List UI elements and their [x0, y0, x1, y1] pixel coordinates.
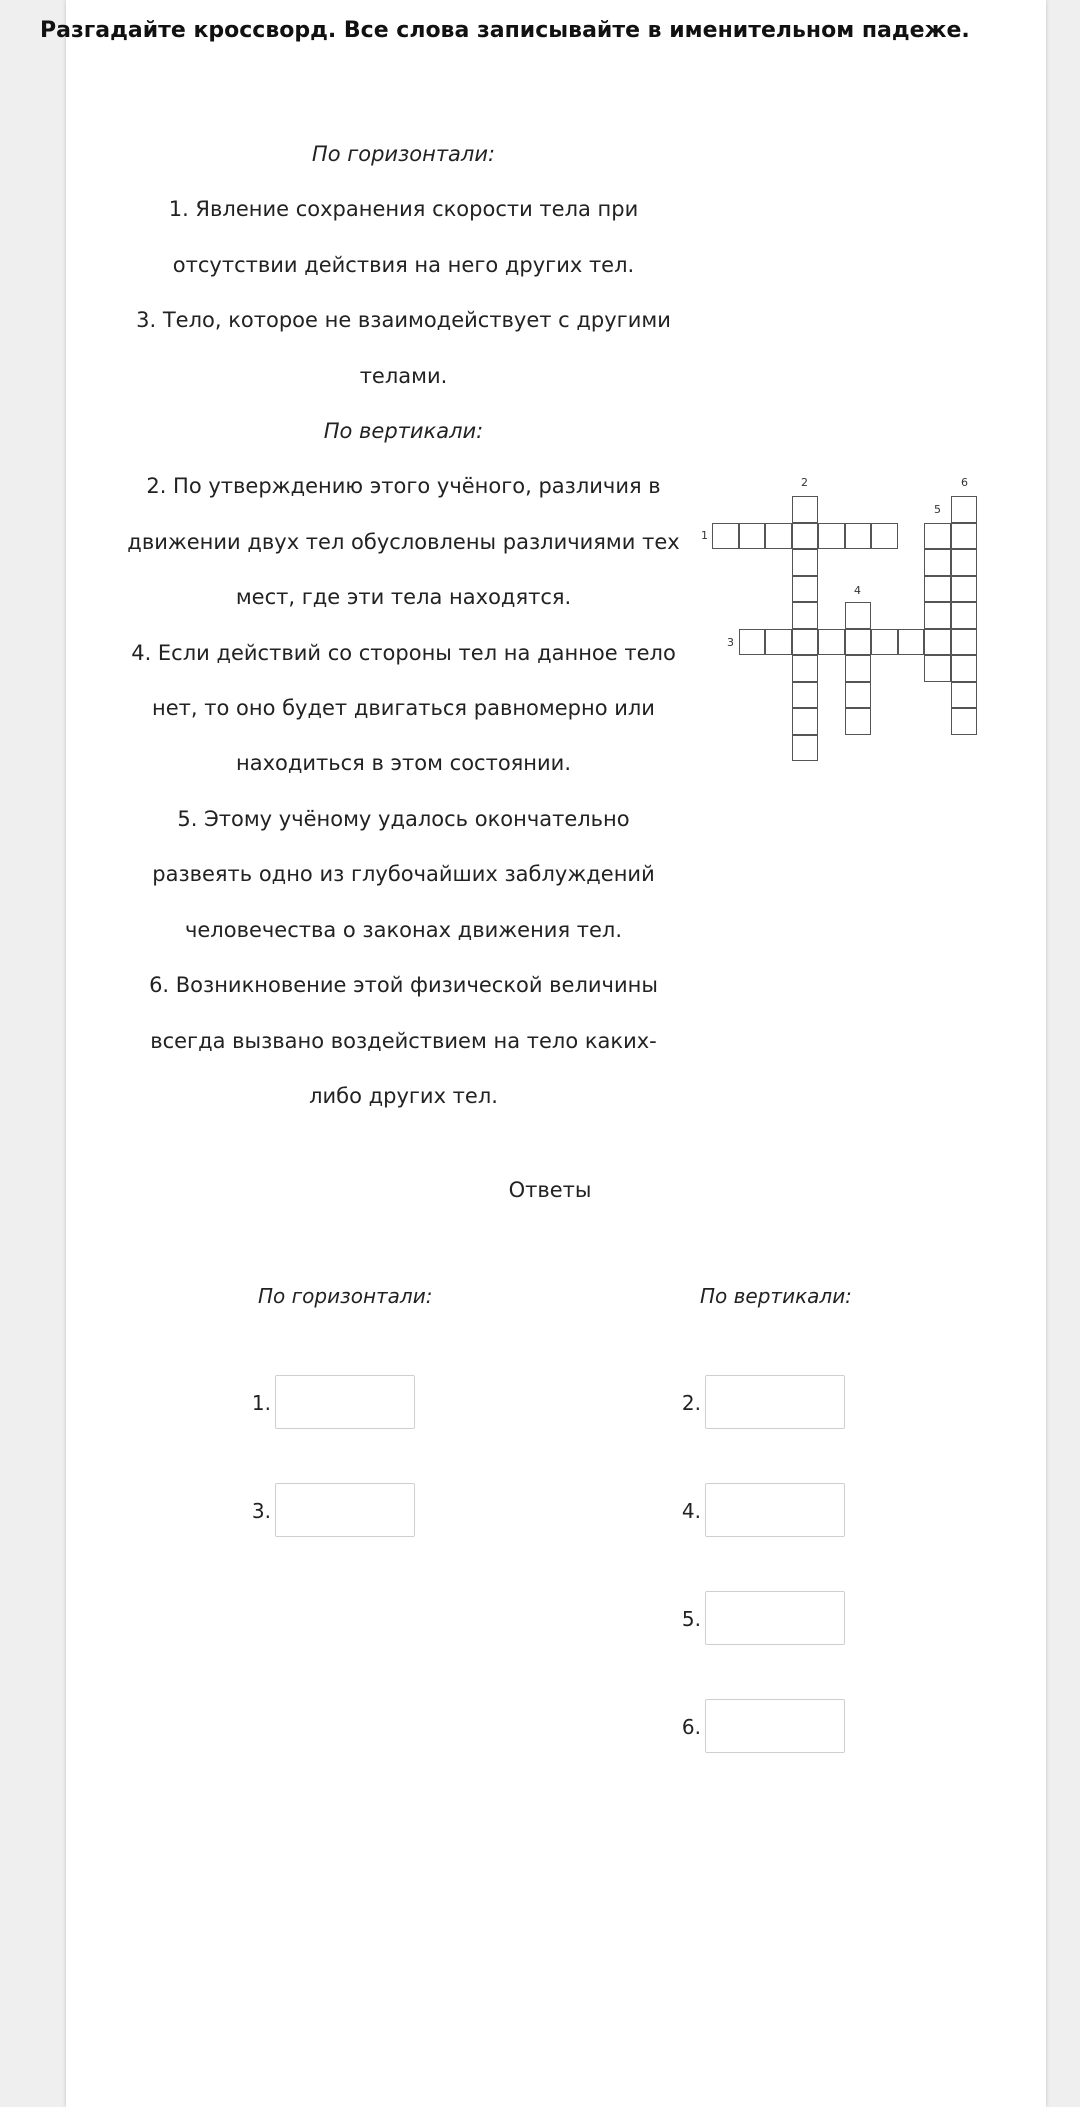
crossword-cell[interactable] [792, 735, 819, 762]
crossword-cell[interactable] [845, 655, 872, 682]
down-heading: По вертикали: [323, 419, 484, 444]
clue-line: отсутствии действия на него других тел. [172, 252, 635, 277]
crossword-cell[interactable] [924, 576, 951, 603]
clue-line: 3. Тело, которое не взаимодействует с другими [136, 308, 671, 333]
crossword-cell[interactable] [951, 655, 978, 682]
crossword-cell[interactable] [924, 523, 951, 550]
crossword-number-4: 4 [854, 584, 861, 597]
answer-input-6[interactable] [705, 1699, 845, 1753]
crossword-cell[interactable] [792, 682, 819, 709]
crossword-cell[interactable] [792, 708, 819, 735]
crossword-cell[interactable] [845, 523, 872, 550]
answer-label-1: 1. [251, 1391, 271, 1415]
answer-label-2: 2. [681, 1391, 701, 1415]
clue-line: 5. Этому учёному удалось окончательно [177, 806, 630, 831]
crossword-number-5: 5 [934, 503, 941, 516]
crossword-cell[interactable] [898, 629, 925, 656]
crossword-cell[interactable] [792, 629, 819, 656]
crossword-cell[interactable] [924, 655, 951, 682]
answer-input-3[interactable] [275, 1483, 415, 1537]
answer-input-1[interactable] [275, 1375, 415, 1429]
crossword-cell[interactable] [951, 629, 978, 656]
crossword-cell[interactable] [951, 523, 978, 550]
crossword-cell[interactable] [818, 523, 845, 550]
crossword-cell[interactable] [951, 602, 978, 629]
crossword-number-1: 1 [701, 529, 708, 542]
crossword-cell[interactable] [739, 523, 766, 550]
crossword-cell[interactable] [845, 682, 872, 709]
clue-line: движении двух тел обусловлены различиями тех [127, 529, 680, 554]
crossword-cell[interactable] [951, 682, 978, 709]
crossword-cell[interactable] [765, 523, 792, 550]
clue-line: 4. Если действий со стороны тел на данное тело [131, 640, 676, 665]
crossword-cell[interactable] [951, 496, 978, 523]
crossword-cell[interactable] [924, 602, 951, 629]
clue-line: человечества о законах движения тел. [184, 917, 623, 942]
clue-line: нет, то оно будет двигаться равномерно или [152, 696, 655, 721]
answer-label-6: 6. [681, 1715, 701, 1739]
crossword-cell[interactable] [845, 708, 872, 735]
answers-down-heading: По вертикали: [700, 1284, 852, 1308]
crossword-cell[interactable] [792, 655, 819, 682]
crossword-cell[interactable] [739, 629, 766, 656]
clue-line: 2. По утверждению этого учёного, различия в [146, 474, 661, 499]
answer-input-2[interactable] [705, 1375, 845, 1429]
crossword-cell[interactable] [845, 602, 872, 629]
answer-input-4[interactable] [705, 1483, 845, 1537]
clue-line: телами. [359, 363, 448, 388]
crossword-cell[interactable] [818, 629, 845, 656]
crossword-cell[interactable] [712, 523, 739, 550]
answers-across-heading: По горизонтали: [258, 1284, 433, 1308]
crossword-cell[interactable] [871, 523, 898, 550]
clue-line: либо других тел. [309, 1083, 498, 1108]
crossword-cell[interactable] [924, 549, 951, 576]
crossword-number-3: 3 [727, 636, 734, 649]
task-title: Разгадайте кроссворд. Все слова записывайте в именительном падеже. [40, 18, 970, 43]
crossword-cell[interactable] [792, 549, 819, 576]
crossword-cell[interactable] [792, 576, 819, 603]
crossword-cell[interactable] [951, 576, 978, 603]
crossword-cell[interactable] [871, 629, 898, 656]
crossword-cell[interactable] [765, 629, 792, 656]
clue-line: всегда вызвано воздействием на тело каких- [150, 1028, 657, 1053]
crossword-number-2: 2 [801, 476, 808, 489]
clue-line: 1. Явление сохранения скорости тела при [168, 197, 639, 222]
answers-title: Ответы [508, 1178, 592, 1202]
crossword-cell[interactable] [792, 496, 819, 523]
clue-line: находиться в этом состоянии. [235, 751, 572, 776]
answer-label-4: 4. [681, 1499, 701, 1523]
crossword-cell[interactable] [951, 549, 978, 576]
crossword-number-6: 6 [961, 476, 968, 489]
answer-label-3: 3. [251, 1499, 271, 1523]
answer-label-5: 5. [681, 1607, 701, 1631]
crossword-cell[interactable] [924, 629, 951, 656]
crossword-cell[interactable] [845, 629, 872, 656]
crossword-cell[interactable] [792, 523, 819, 550]
answer-input-5[interactable] [705, 1591, 845, 1645]
clue-line: развеять одно из глубочайших заблуждений [152, 862, 655, 887]
clues-block [66, 127, 741, 1124]
crossword-cell[interactable] [951, 708, 978, 735]
across-heading: По горизонтали: [311, 142, 496, 166]
clue-line: 6. Возникновение этой физической величины [149, 973, 658, 998]
crossword-cell[interactable] [792, 602, 819, 629]
clue-line: мест, где эти тела находятся. [235, 585, 572, 610]
